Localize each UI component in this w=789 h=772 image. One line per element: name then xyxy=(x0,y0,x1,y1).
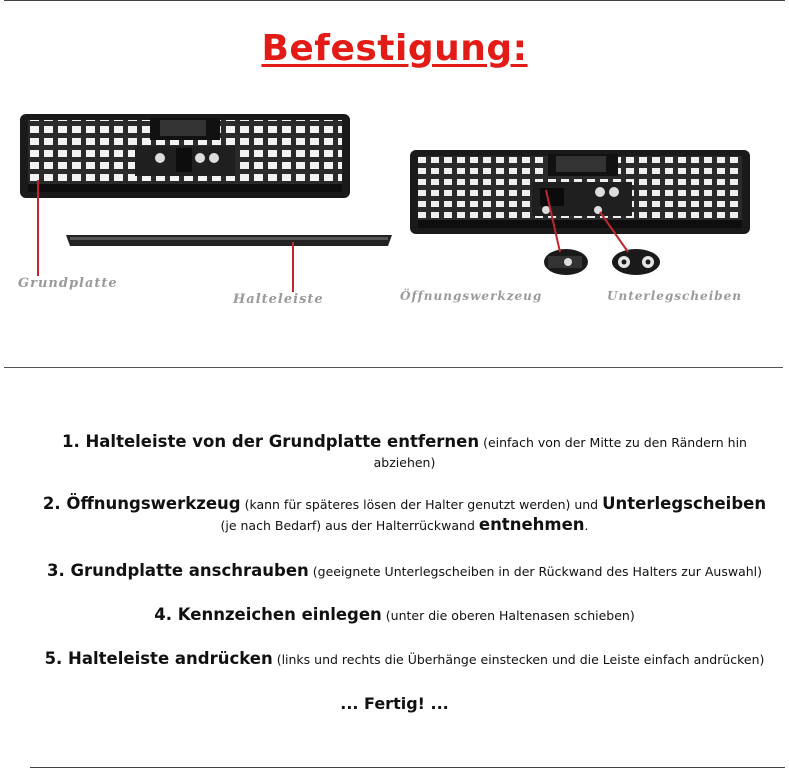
parts-illustration xyxy=(0,100,789,330)
step-2 xyxy=(26,494,783,536)
step-3-title: 3. Grundplatte anschrauben xyxy=(46,561,309,580)
base-plate-left xyxy=(20,114,350,198)
label-unterlegscheiben: Unterlegscheiben xyxy=(607,289,743,303)
step-1-title: 1. Halteleiste von der Grundplatte entfernen xyxy=(61,432,480,451)
bottom-divider xyxy=(30,767,785,768)
step-3 xyxy=(26,561,783,582)
step-3-note: (geeignete Unterlegscheiben in der Rückwand des Halters zur Auswahl) xyxy=(312,564,763,579)
opening-tool xyxy=(544,249,588,275)
step-5-note: (links und rechts die Überhänge einstecken und die Leiste einfach andrücken) xyxy=(276,652,765,667)
label-halteleiste: Halteleiste xyxy=(233,292,324,307)
base-plate-right xyxy=(410,150,750,234)
step-2-note-a: (kann für späteres lösen der Halter genutzt werden) und xyxy=(244,497,599,512)
retaining-strip xyxy=(66,235,392,246)
step-5-title: 5. Halteleiste andrücken xyxy=(44,649,273,668)
step-4 xyxy=(6,605,783,626)
step-1-note: (einfach von der Mitte zu den Rändern hin abziehen) xyxy=(373,435,747,470)
washers xyxy=(612,249,660,275)
label-oeffnungswerkzeug: Öffnungswerkzeug xyxy=(400,289,543,303)
step-4-title: 4. Kennzeichen einlegen xyxy=(154,605,382,624)
label-grundplatte: Grundplatte xyxy=(18,276,118,291)
step-2-note-b: (je nach Bedarf) aus der Halterrückwand xyxy=(220,518,475,533)
page-title: Befestigung: xyxy=(261,28,528,69)
step-4-note: (unter die oberen Haltenasen schieben) xyxy=(385,608,635,623)
step-2-end: . xyxy=(584,518,589,533)
finish-text: ... Fertig! ... xyxy=(340,694,449,713)
step-2-title-c: entnehmen xyxy=(478,515,585,534)
step-2-title-b: Unterlegscheiben xyxy=(602,494,767,513)
top-divider xyxy=(4,0,785,1)
step-5 xyxy=(26,649,783,670)
step-2-title: 2. Öffnungswerkzeug xyxy=(42,494,241,513)
step-1 xyxy=(46,432,763,473)
section-divider xyxy=(4,367,783,368)
